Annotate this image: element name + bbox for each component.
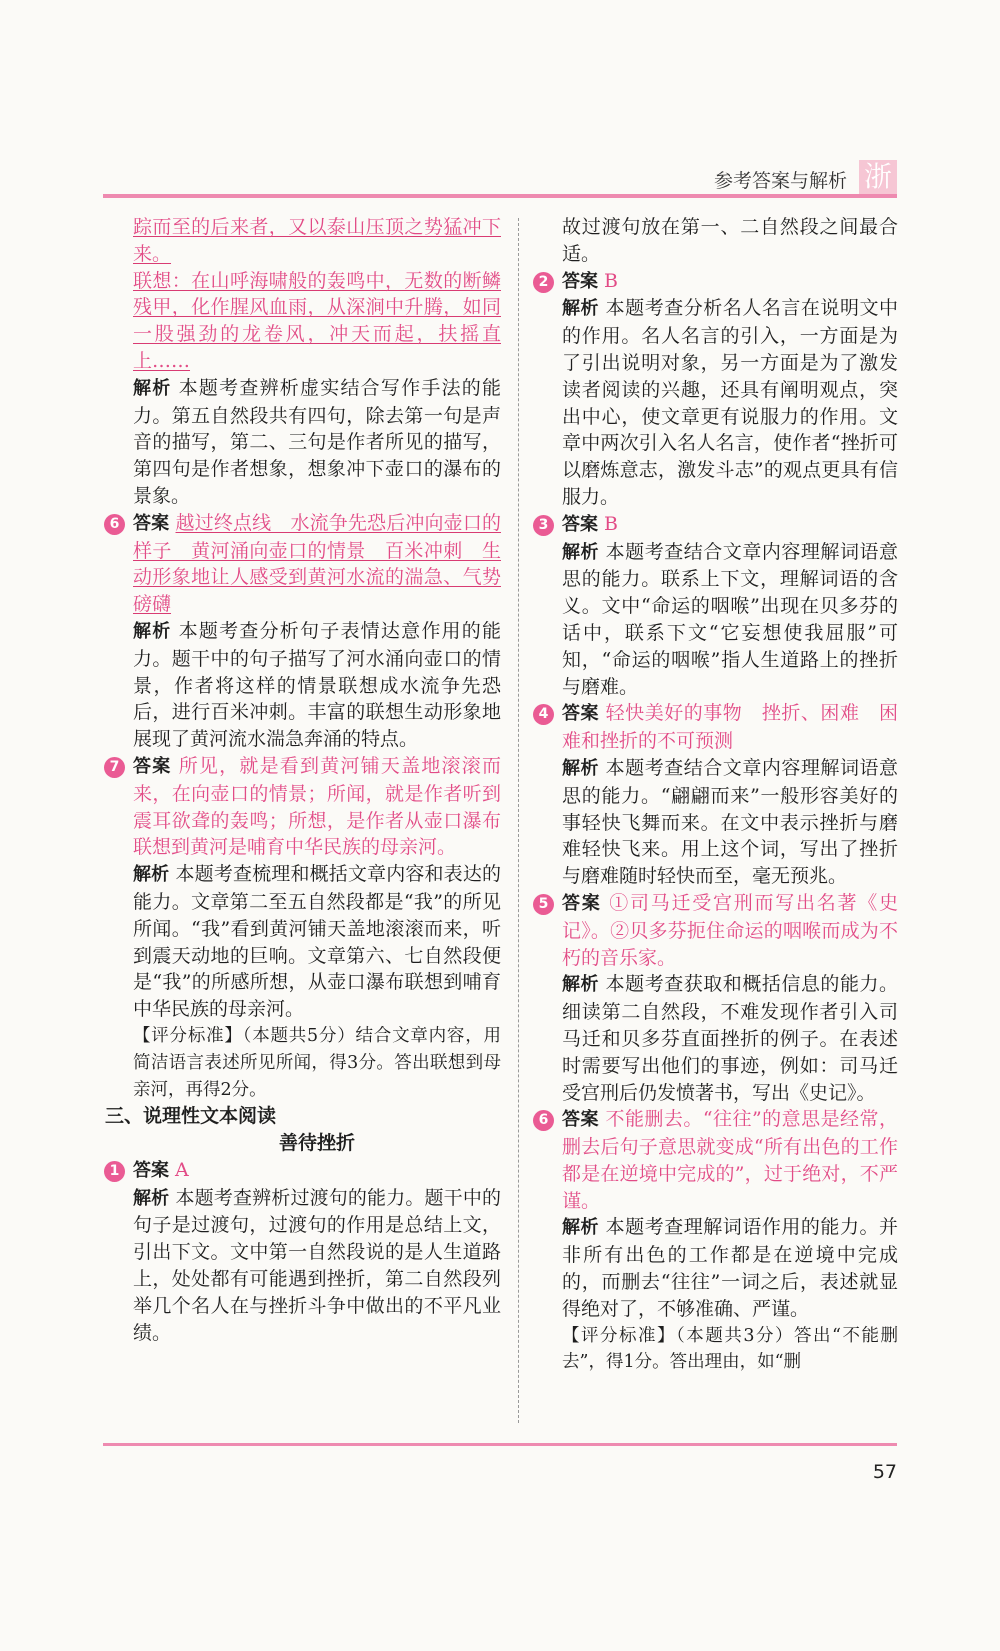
answer-text: ①司马迁受宫刑而写出名著《史记》。②贝多芬扼住命运的咽喉而成为不朽的音乐家。 bbox=[562, 891, 898, 969]
analysis-label: 解析 bbox=[562, 1217, 600, 1239]
question-2 bbox=[538, 268, 899, 511]
answer-text: 越过终点线 水流争先恐后冲向壶口的样子 黄河涌向壶口的情景 百米冲刺 生动形象地让人感受到黄河水流的湍急、气势磅礴 bbox=[133, 511, 501, 616]
question-number-badge: 6 bbox=[104, 514, 125, 535]
question-6 bbox=[109, 510, 501, 753]
continued-answer: 踪而至的后来者，又以泰山压顶之势猛冲下来。 bbox=[133, 216, 501, 265]
answer-label: 答案 bbox=[133, 512, 170, 534]
footer-rule bbox=[103, 1443, 897, 1446]
analysis-label: 解析 bbox=[562, 298, 600, 320]
question-1 bbox=[109, 1157, 501, 1347]
association-answer: 联想：在山呼海啸般的轰鸣中，无数的断鳞残甲，化作腥风血雨，从深涧中升腾，如同一股强劲的龙卷风，冲天而起，扶摇直上…… bbox=[133, 269, 501, 372]
analysis-label: 解析 bbox=[133, 377, 172, 399]
question-5 bbox=[538, 890, 899, 1106]
analysis-text: 本题考查梳理和概括文章内容和表达的能力。文章第二至五自然段都是“我”的所见所闻。“我”看到黄河铺天盖地滚滚而来，听到震天动地的巨响。文章第六、七自然段便是“我”的所感所想，从壶口瀑布联想到哺育中华民族的母亲河。 bbox=[133, 863, 501, 1021]
answer-text: A bbox=[175, 1158, 189, 1181]
answer-text: B bbox=[604, 512, 619, 535]
scoring-standard: 【评分标准】（本题共3分）答出“不能删去”，得1分。答出理由，如“删 bbox=[562, 1325, 898, 1373]
analysis-text: 本题考查结合文章内容理解词语意思的能力。联系上下文，理解词语的含义。文中“命运的咽喉”出现在贝多芬的话中，联系下文“它妄想使我屈服”可知，“命运的咽喉”指人生道路上的挫折与磨难。 bbox=[562, 540, 899, 698]
page-number: 57 bbox=[872, 1461, 897, 1483]
analysis-text: 本题考查分析名人名言在说明文中的作用。名人名言的引入，一方面是为了引出说明对象，另一方面是为了激发读者阅读的兴趣，还具有阐明观点，突出中心，使文章更有说服力的作用。文章中两次引入名人名言，使作者“挫折可以磨炼意志，激发斗志”的观点更具有信服力。 bbox=[562, 297, 899, 508]
analysis-text: 本题考查理解词语作用的能力。并非所有出色的工作都是在逆境中完成的，而删去“往往”一词之后，表述就显得绝对了，不够准确、严谨。 bbox=[562, 1216, 899, 1320]
question-4 bbox=[538, 700, 899, 890]
analysis-label: 解析 bbox=[133, 864, 170, 886]
question-6-right bbox=[538, 1106, 899, 1376]
question-number-badge: 5 bbox=[533, 894, 554, 915]
analysis-text: 本题考查辨析过渡句的能力。题干中的句子是过渡句，过渡句的作用是总结上文，引出下文。文中第一自然段说的是人生道路上，处处都有可能遇到挫折，第二自然段列举几个名人在与挫折斗争中做出的不平凡业绩。 bbox=[133, 1186, 501, 1344]
analysis-text: 本题考查分析句子表情达意作用的能力。题干中的句子描写了河水涌向壶口的情景，作者将这样的情景联想成水流争先恐后，进行百米冲刺。丰富的联想生动形象地展现了黄河流水湍急奔涌的特点。 bbox=[133, 619, 501, 751]
analysis-label: 解析 bbox=[133, 620, 172, 642]
analysis-text: 本题考查获取和概括信息的能力。细读第二自然段，不难发现作者引入司马迁和贝多芬直面挫折的例子。在表述时需要写出他们的事迹，例如：司马迁受宫刑后仍发愤著书，写出《史记》。 bbox=[562, 973, 899, 1104]
question-number-badge: 3 bbox=[533, 515, 554, 536]
analysis-q5: 解析 本题考查辨析虚实结合写作手法的能力。第五自然段共有四句，除去第一句是声音的描写，第二、三句是作者所见的描写，第四句是作者想象，想象冲下壶口的瀑布的景象。 bbox=[133, 376, 501, 507]
scoring-standard: 【评分标准】（本题共5分）结合文章内容，用简洁语言表述所见所闻，得3分。答出联想到母亲河，再得2分。 bbox=[133, 1025, 501, 1100]
answer-label: 答案 bbox=[562, 892, 602, 914]
answer-text: 轻快美好的事物 挫折、困难 困难和挫折的不可预测 bbox=[562, 702, 899, 753]
answer-label: 答案 bbox=[133, 755, 172, 777]
answer-label: 答案 bbox=[562, 1109, 599, 1131]
question-number-badge: 4 bbox=[533, 704, 554, 725]
answer-label: 答案 bbox=[562, 513, 598, 535]
question-number-badge: 2 bbox=[533, 272, 554, 293]
answer-label: 答案 bbox=[562, 270, 598, 292]
analysis-label: 解析 bbox=[133, 1187, 170, 1209]
article-title: 善待挫折 bbox=[278, 1132, 355, 1155]
answer-label: 答案 bbox=[562, 703, 600, 725]
question-7 bbox=[109, 753, 501, 1103]
analysis-label: 解析 bbox=[562, 974, 600, 996]
continued-analysis: 故过渡句放在第一、二自然段之间最合适。 bbox=[562, 216, 898, 265]
question-number-badge: 1 bbox=[104, 1161, 125, 1182]
answer-text: B bbox=[604, 269, 619, 292]
left-column bbox=[105, 214, 501, 1346]
column-divider bbox=[518, 218, 519, 1423]
analysis-label: 解析 bbox=[562, 757, 600, 779]
answer-text: 所见，就是看到黄河铺天盖地滚滚而来，在向壶口的情景；所闻，就是作者听到震耳欲聋的轰鸣；所想，是作者从壶口瀑布联想到黄河是哺育中华民族的母亲河。 bbox=[133, 754, 501, 859]
answer-label: 答案 bbox=[133, 1159, 169, 1181]
analysis-text: 本题考查结合文章内容理解词语意思的能力。“翩翩而来”一般形容美好的事轻快飞舞而来。在文中表示挫折与磨难轻快飞来。用上这个词，写出了挫折与磨难随时轻快而至，毫无预兆。 bbox=[562, 756, 899, 888]
question-3 bbox=[538, 511, 899, 701]
question-number-badge: 7 bbox=[104, 757, 125, 778]
answer-text: 不能删去。“往往”的意思是经常，删去后句子意思就变成“所有出色的工作都是在逆境中完成的”，过于绝对，不严谨。 bbox=[562, 1108, 898, 1212]
right-column bbox=[538, 214, 899, 1376]
header-title: 参考答案与解析 bbox=[713, 170, 847, 192]
question-number-badge: 6 bbox=[533, 1110, 554, 1131]
header-subject-tab: 浙 bbox=[859, 160, 897, 194]
header-rule bbox=[103, 194, 897, 198]
section-heading: 三、说理性文本阅读 bbox=[105, 1105, 277, 1128]
analysis-label: 解析 bbox=[562, 541, 600, 563]
